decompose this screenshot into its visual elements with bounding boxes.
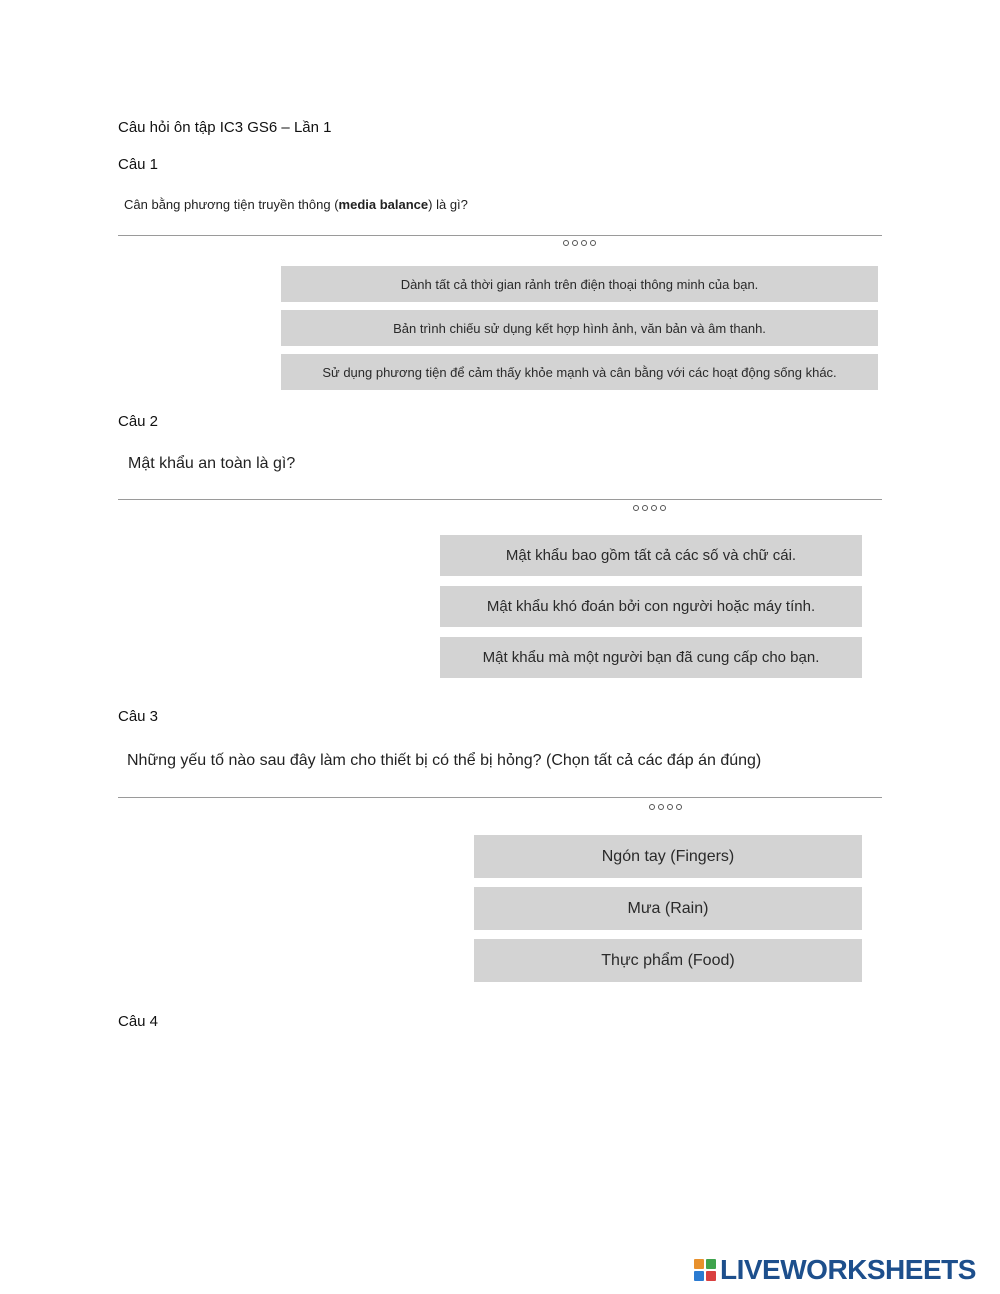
dot-icon [676,804,682,810]
question-2-label: Câu 2 [118,413,159,430]
logo-grid-icon [694,1259,716,1281]
dot-icon [660,505,666,511]
question-3-dots [649,804,682,810]
question-1-text-after: ) là gì? [428,197,468,212]
logo-square-i [706,1259,716,1269]
dot-icon [667,804,673,810]
logo-square-l [694,1259,704,1269]
dot-icon [581,240,587,246]
logo-square-e [706,1271,716,1281]
question-3-option-1[interactable]: Ngón tay (Fingers) [474,835,862,878]
question-1-divider [118,235,882,236]
dot-icon [572,240,578,246]
dot-icon [649,804,655,810]
document-title: Câu hỏi ôn tập IC3 GS6 – Lần 1 [118,119,332,136]
logo-text: LIVEWORKSHEETS [720,1254,976,1285]
question-2-option-1[interactable]: Mật khẩu bao gồm tất cả các số và chữ cái. [440,535,862,576]
question-1-option-1[interactable]: Dành tất cả thời gian rảnh trên điện thoại thông minh của bạn. [281,266,878,302]
question-1-option-3[interactable]: Sử dụng phương tiện để cảm thấy khỏe mạnh và cân bằng với các hoạt động sống khác. [281,354,878,390]
dot-icon [633,505,639,511]
liveworksheets-logo [694,1254,976,1286]
dot-icon [590,240,596,246]
question-3-label: Câu 3 [118,708,159,725]
question-1-dots [563,240,596,246]
question-2-divider [118,499,882,500]
question-2-option-2[interactable]: Mật khẩu khó đoán bởi con người hoặc máy tính. [440,586,862,627]
question-1-text-before: Cân bằng phương tiện truyền thông ( [124,197,339,212]
dot-icon [658,804,664,810]
question-1-label: Câu 1 [118,156,159,173]
question-2-dots [633,505,666,511]
question-2-option-3[interactable]: Mật khẩu mà một người bạn đã cung cấp cho bạn. [440,637,862,678]
question-3-option-2[interactable]: Mưa (Rain) [474,887,862,930]
question-3-option-3[interactable]: Thực phẩm (Food) [474,939,862,982]
dot-icon [563,240,569,246]
question-1-option-2[interactable]: Bản trình chiếu sử dụng kết hợp hình ảnh, văn bản và âm thanh. [281,310,878,346]
question-3-text: Những yếu tố nào sau đây làm cho thiết bị có thể bị hỏng? (Chọn tất cả các đáp án đúng) [127,752,762,769]
dot-icon [642,505,648,511]
question-4-label: Câu 4 [118,1013,159,1030]
question-2-text: Mật khẩu an toàn là gì? [128,455,296,472]
question-3-divider [118,797,882,798]
question-1-text-bold: media balance [338,197,429,212]
dot-icon [651,505,657,511]
question-1-text [124,197,468,212]
logo-square-v [694,1271,704,1281]
